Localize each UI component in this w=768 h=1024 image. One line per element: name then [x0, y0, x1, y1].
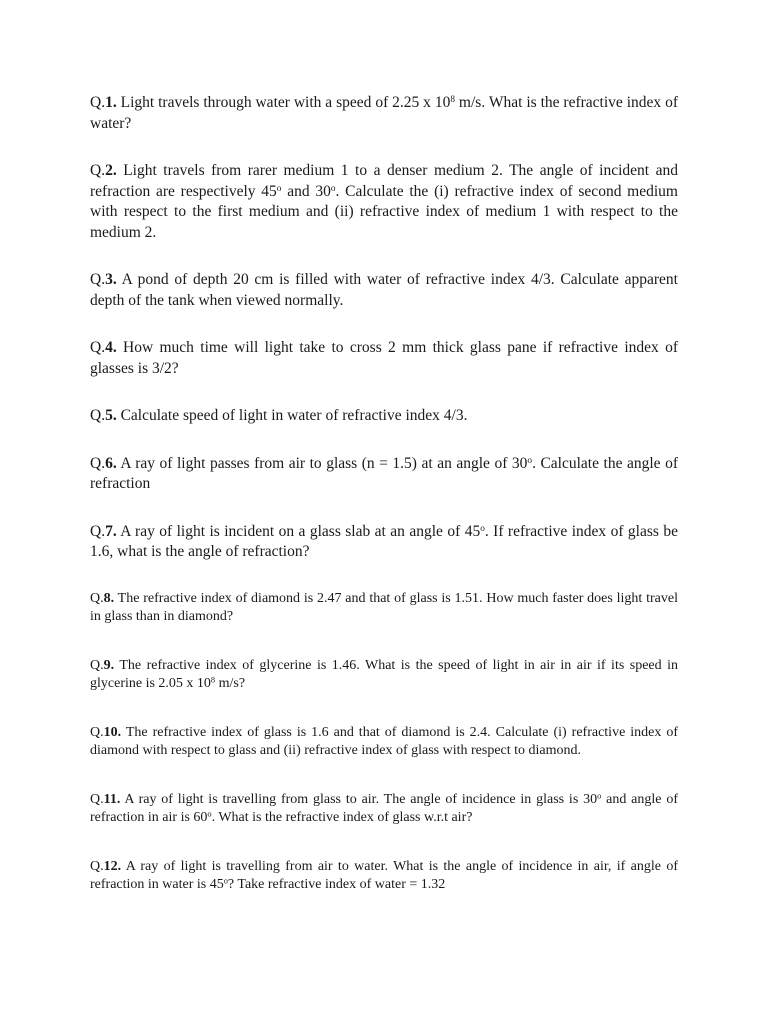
question-prefix: Q.	[90, 858, 104, 874]
question-number: 7.	[105, 522, 117, 540]
question-prefix: Q.	[90, 407, 106, 424]
question-text: m/s?	[215, 675, 246, 691]
question-prefix: Q.	[90, 791, 104, 807]
question-text: A ray of light is travelling from glass to air. The angle of incidence in glass is 30	[120, 791, 598, 807]
superscript: o	[207, 808, 212, 818]
question-prefix: Q.	[90, 522, 106, 540]
superscript: o	[223, 875, 228, 885]
question-11	[90, 791, 678, 827]
question-text: The refractive index of diamond is 2.47 and that of glass is 1.51. How much faster does light travel in glass than in diamond?	[90, 590, 678, 624]
superscript: 8	[210, 674, 216, 684]
question-text: m/s. What is the refractive index of water?	[90, 94, 678, 132]
question-text: and 30	[281, 182, 331, 200]
question-text: A ray of light is incident on a glass slab at an angle of 45	[116, 522, 481, 540]
question-number: 10.	[103, 724, 122, 740]
question-text: Light travels from rarer medium 1 to a denser medium 2. The angle of incident and refraction are respectively 45	[90, 162, 678, 200]
superscript: o	[480, 523, 485, 534]
question-text: A ray of light is travelling from air to water. What is the angle of incidence in air, if angle of refraction in water is 45	[90, 858, 678, 892]
question-text: The refractive index of glass is 1.6 and that of diamond is 2.4. Calculate (i) refractive index of diamond with respect to glass and (ii) refractive index of glass with respect to diamond.	[90, 724, 678, 758]
question-prefix: Q.	[90, 162, 106, 179]
question-8	[90, 590, 678, 626]
superscript: o	[276, 183, 282, 194]
question-4	[90, 338, 678, 379]
question-text: . Calculate the angle of refraction	[90, 454, 678, 492]
question-prefix: Q.	[90, 94, 106, 111]
question-prefix: Q.	[90, 339, 106, 356]
superscript: 8	[450, 94, 456, 105]
question-text: The refractive index of glycerine is 1.46. What is the speed of light in air in air if its speed in glycerine is 2.05 x 10	[90, 657, 678, 691]
question-number: 3.	[105, 271, 117, 288]
question-10	[90, 724, 678, 760]
question-text: How much time will light take to cross 2 mm thick glass pane if refractive index of glasses is 3/2?	[90, 339, 678, 377]
question-7	[90, 522, 678, 563]
superscript: o	[330, 183, 336, 194]
question-text: A pond of depth 20 cm is filled with water of refractive index 4/3. Calculate apparent depth of the tank when viewed normally.	[90, 271, 678, 309]
question-2	[90, 161, 678, 243]
question-text: . Calculate the (i) refractive index of second medium with respect to the first medium and (ii) refractive index of medium 1 with respect to the medium 2.	[90, 182, 678, 241]
question-number: 12.	[103, 858, 122, 874]
superscript: o	[527, 455, 533, 466]
question-12	[90, 858, 678, 894]
question-number: 6.	[105, 454, 117, 472]
question-text: . What is the refractive index of glass w.r.t air?	[211, 809, 473, 825]
question-number: 11.	[103, 791, 121, 807]
question-number: 9.	[103, 657, 115, 673]
question-number: 4.	[105, 339, 117, 356]
question-text: and angle of refraction in air is 60	[90, 791, 678, 825]
question-prefix: Q.	[90, 271, 106, 288]
question-number: 5.	[105, 407, 117, 424]
question-6	[90, 454, 678, 495]
question-prefix: Q.	[90, 454, 106, 472]
question-prefix: Q.	[90, 657, 104, 673]
question-prefix: Q.	[90, 724, 104, 740]
question-text: Light travels through water with a speed of 2.25 x 10	[116, 94, 451, 111]
question-number: 8.	[103, 590, 115, 606]
question-1	[90, 93, 678, 134]
question-prefix: Q.	[90, 590, 104, 606]
superscript: o	[597, 790, 602, 800]
question-5	[90, 406, 678, 427]
question-9	[90, 657, 678, 693]
question-text: Calculate speed of light in water of refractive index 4/3.	[116, 407, 468, 424]
question-text: ? Take refractive index of water = 1.32	[227, 876, 446, 892]
question-sheet	[90, 93, 678, 894]
question-text: A ray of light passes from air to glass (n = 1.5) at an angle of 30	[116, 454, 528, 472]
question-number: 1.	[105, 94, 117, 111]
question-text: . If refractive index of glass be 1.6, what is the angle of refraction?	[90, 522, 678, 560]
question-3	[90, 270, 678, 311]
question-number: 2.	[105, 162, 117, 179]
